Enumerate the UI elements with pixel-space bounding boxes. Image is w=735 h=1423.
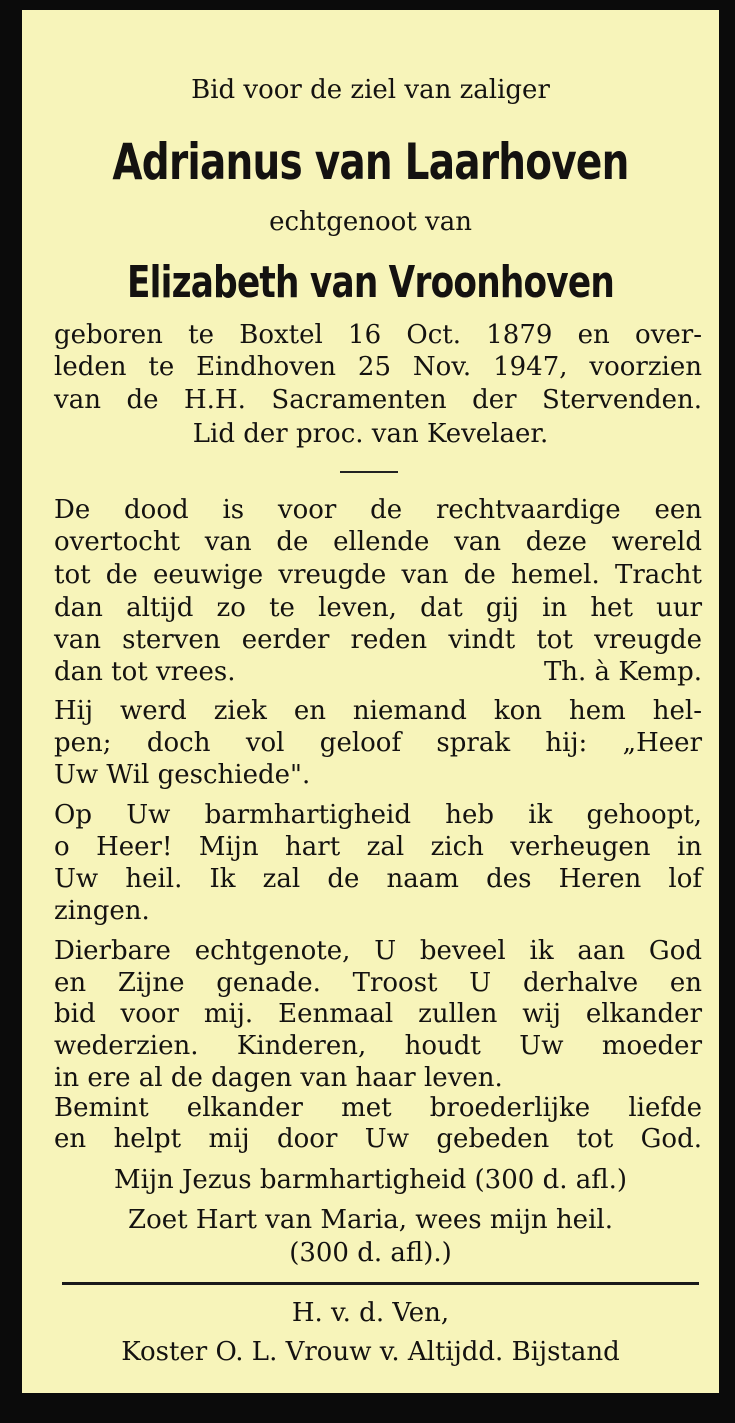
paragraph-line: Uw Wil geschiede". [54, 760, 311, 790]
paragraph-line: zingen. [54, 896, 150, 926]
paragraph-line: Hij werd ziek en niemand kon hem hel- [54, 696, 702, 726]
quote-line: van sterven eerder reden vindt tot vreugde [54, 625, 702, 655]
paragraph-line: Op Uw barmhartigheid heb ik gehoopt, [54, 800, 702, 830]
indulgence-line: Zoet Hart van Maria, wees mijn heil. [128, 1205, 613, 1235]
short-divider [340, 471, 398, 473]
biography-line: leden te Eindhoven 25 Nov. 1947, voorzien [54, 352, 702, 382]
printer-address: Koster O. L. Vrouw v. Altijdd. Bijstand [121, 1337, 620, 1367]
paragraph-line: en Zijne genade. Troost U derhalve en [54, 968, 702, 998]
quote-line: dan altijd zo te leven, dat gij in het uur [54, 593, 702, 623]
paragraph-line: in ere al de dagen van haar leven. [54, 1063, 503, 1093]
paragraph-line: wederzien. Kinderen, houdt Uw moeder [54, 1031, 702, 1061]
indulgence-line: Mijn Jezus barmhartigheid (300 d. afl.) [114, 1165, 627, 1195]
prayer-line: Bid voor de ziel van zaliger [191, 75, 550, 105]
indulgence-line: (300 d. afl).) [289, 1238, 452, 1268]
biography-line: van de H.H. Sacramenten der Stervenden. [54, 385, 702, 415]
printer-name: H. v. d. Ven, [291, 1298, 450, 1328]
deceased-name: Adrianus van Laarhoven [112, 133, 629, 191]
spouse-prefix: echtgenoot van [269, 207, 472, 237]
quote-attribution: Th. à Kemp. [543, 657, 702, 687]
paragraph-line: Bemint elkander met broederlijke liefde [54, 1093, 702, 1123]
paragraph-line: Dierbare echtgenote, U beveel ik aan God [54, 936, 702, 966]
quote-last-line [54, 656, 702, 688]
biography-line: Lid der proc. van Kevelaer. [192, 419, 549, 449]
memorial-card [22, 10, 719, 1393]
quote-last-text: dan tot vrees. [54, 657, 236, 687]
paragraph-line: pen; doch vol geloof sprak hij: „Heer [54, 728, 702, 758]
quote-line: De dood is voor de rechtvaardige een [54, 495, 702, 525]
paragraph-line: Uw heil. Ik zal de naam des Heren lof [54, 864, 702, 894]
spouse-name: Elizabeth van Vroonhoven [126, 257, 615, 308]
quote-line: overtocht van de ellende van deze wereld [54, 527, 702, 557]
paragraph-line: bid voor mij. Eenmaal zullen wij elkander [54, 999, 702, 1029]
paragraph-line: o Heer! Mijn hart zal zich verheugen in [54, 832, 702, 862]
biography-line: geboren te Boxtel 16 Oct. 1879 en over- [54, 320, 702, 350]
paragraph-line: en helpt mij door Uw gebeden tot God. [54, 1124, 702, 1154]
quote-line: tot de eeuwige vreugde van de hemel. Tracht [54, 560, 702, 590]
long-divider [62, 1282, 699, 1285]
